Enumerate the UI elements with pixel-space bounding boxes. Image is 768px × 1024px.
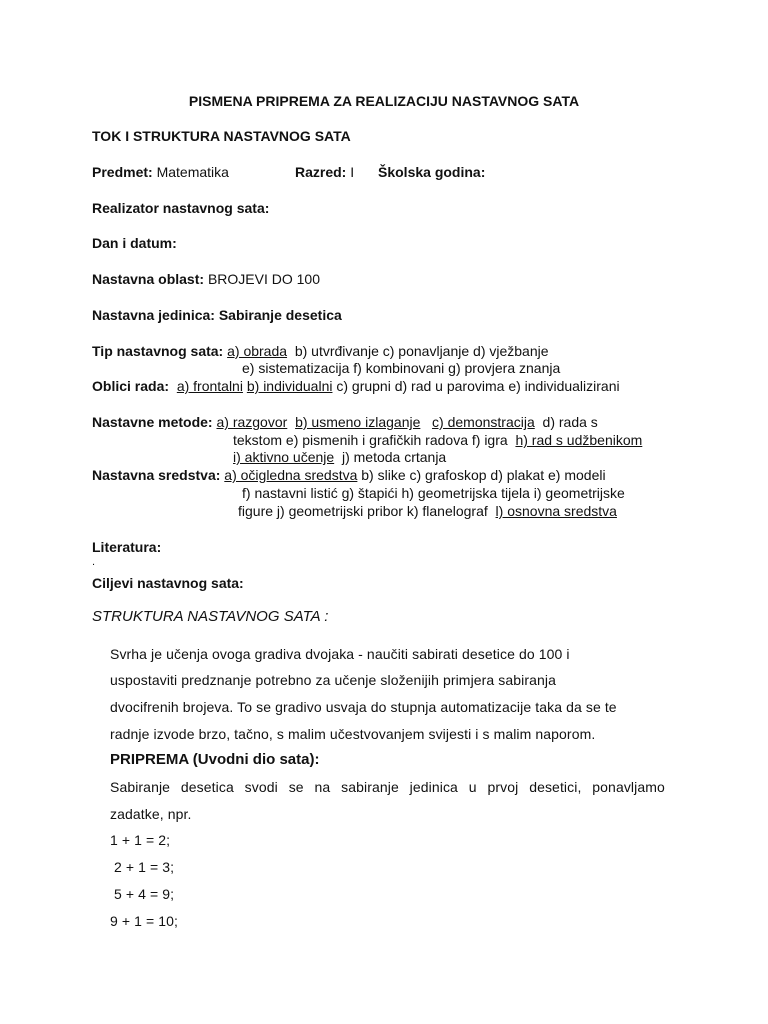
priprema-word: prvoj <box>487 779 519 795</box>
priprema-line-2: zadatke, npr. <box>110 806 192 822</box>
priprema-word: desetici, <box>529 779 582 795</box>
oblici-rada-label: Oblici rada: <box>92 378 170 394</box>
metode-option-c: c) demonstracija <box>432 414 535 430</box>
priprema-word: jedinica <box>409 779 458 795</box>
predmet-value: Matematika <box>156 164 229 180</box>
metode-option-b: b) usmeno izlaganje <box>295 414 421 430</box>
oblici-rada-options: c) grupni d) rad u parovima e) individualizirani <box>336 378 620 394</box>
metode-options-plain: tekstom e) pismenih i grafičkih radova f) igra <box>233 432 508 448</box>
sredstva-options-plain: figure j) geometrijski pribor k) flanelograf <box>238 503 488 519</box>
razred-value: I <box>350 164 355 180</box>
metode-option-a: a) razgovor <box>216 414 288 430</box>
priprema-heading: PRIPREMA (Uvodni dio sata): <box>110 751 320 768</box>
nastavna-jedinica-label: Nastavna jedinica: <box>92 307 215 323</box>
sredstva-label: Nastavna sredstva: <box>92 467 221 483</box>
skolska-godina-label: Školska godina: <box>378 164 486 180</box>
metode-option-i: i) aktivno učenje <box>233 449 335 465</box>
document-title: PISMENA PRIPREMA ZA REALIZACIJU NASTAVNOG SATA <box>188 93 580 109</box>
priprema-word: Sabiranje <box>110 779 171 795</box>
tip-sata-options: b) utvrđivanje c) ponavljanje d) vježbanje <box>294 343 549 359</box>
nastavna-jedinica-value: Sabiranje desetica <box>218 307 342 323</box>
priprema-word: u <box>468 779 477 795</box>
metode-option-j: j) metoda crtanja <box>341 449 447 465</box>
metode-option-h: h) rad s udžbenikom <box>515 432 643 448</box>
ciljevi-label: Ciljevi nastavnog sata: <box>92 575 244 591</box>
priprema-word: svodi <box>244 779 278 795</box>
predmet-field <box>92 163 229 181</box>
sredstva-line-3 <box>238 502 617 520</box>
example-4: 9 + 1 = 10; <box>110 913 179 929</box>
svrha-line-4: radnje izvode brzo, tačno, s malim učestvovanjem svijesti i s malim naporom. <box>110 726 596 742</box>
dan-datum-label: Dan i datum: <box>92 235 177 251</box>
tip-sata-option-a: a) obrada <box>227 343 288 359</box>
priprema-word: ponavljamo <box>592 779 665 795</box>
example-3: 5 + 4 = 9; <box>110 886 175 902</box>
priprema-word: sabiranje <box>341 779 399 795</box>
oblici-rada-option-b: b) individualni <box>246 378 333 394</box>
svrha-line-1: Svrha je učenja ovoga gradiva dvojaka - naučiti sabirati desetice do 100 i <box>110 646 570 662</box>
sredstva-line-1 <box>92 466 606 484</box>
priprema-word: se <box>288 779 304 795</box>
priprema-word: desetica <box>180 779 234 795</box>
document-subtitle: TOK I STRUKTURA NASTAVNOG SATA <box>92 128 351 144</box>
razred-label: Razred: <box>295 164 347 180</box>
oblici-rada-option-a: a) frontalni <box>176 378 243 394</box>
example-2: 2 + 1 = 3; <box>110 859 175 875</box>
struktura-heading: STRUKTURA NASTAVNOG SATA : <box>92 608 329 625</box>
tip-sata-line-2: e) sistematizacija f) kombinovani g) provjera znanja <box>242 360 561 376</box>
example-1: 1 + 1 = 2; <box>110 832 171 848</box>
sredstva-option-a: a) očigledna sredstva <box>224 467 358 483</box>
priprema-line-1 <box>110 778 665 796</box>
oblici-rada-field <box>92 377 620 395</box>
metode-label: Nastavne metode: <box>92 414 213 430</box>
metode-line-3 <box>233 448 446 466</box>
metode-line-1 <box>92 413 598 431</box>
svrha-line-3: dvocifrenih brojeva. To se gradivo usvaja do stupnja automatizacije taka da se te <box>110 699 617 715</box>
priprema-word: na <box>314 779 331 795</box>
realizator-label: Realizator nastavnog sata: <box>92 200 270 216</box>
tip-sata-label: Tip nastavnog sata: <box>92 343 224 359</box>
literatura-dot: . <box>92 556 96 568</box>
metode-option-d: d) rada s <box>542 414 598 430</box>
literatura-label: Literatura: <box>92 539 162 555</box>
sredstva-options: b) slike c) grafoskop d) plakat e) modeli <box>361 467 606 483</box>
svrha-line-2: uspostaviti predznanje potrebno za učenje složenijih primjera sabiranja <box>110 672 557 688</box>
razred-field <box>295 163 354 181</box>
sredstva-line-2: f) nastavni listić g) štapići h) geometrijska tijela i) geometrijske <box>242 485 625 501</box>
metode-line-2 <box>233 431 642 449</box>
sredstva-option-l: l) osnovna sredstva <box>495 503 617 519</box>
nastavna-oblast-label: Nastavna oblast: <box>92 271 205 287</box>
nastavna-oblast-value: BROJEVI DO 100 <box>207 271 320 287</box>
nastavna-oblast-field <box>92 270 320 288</box>
predmet-label: Predmet: <box>92 164 153 180</box>
nastavna-jedinica-field <box>92 306 342 324</box>
tip-sata-line-1 <box>92 342 549 360</box>
